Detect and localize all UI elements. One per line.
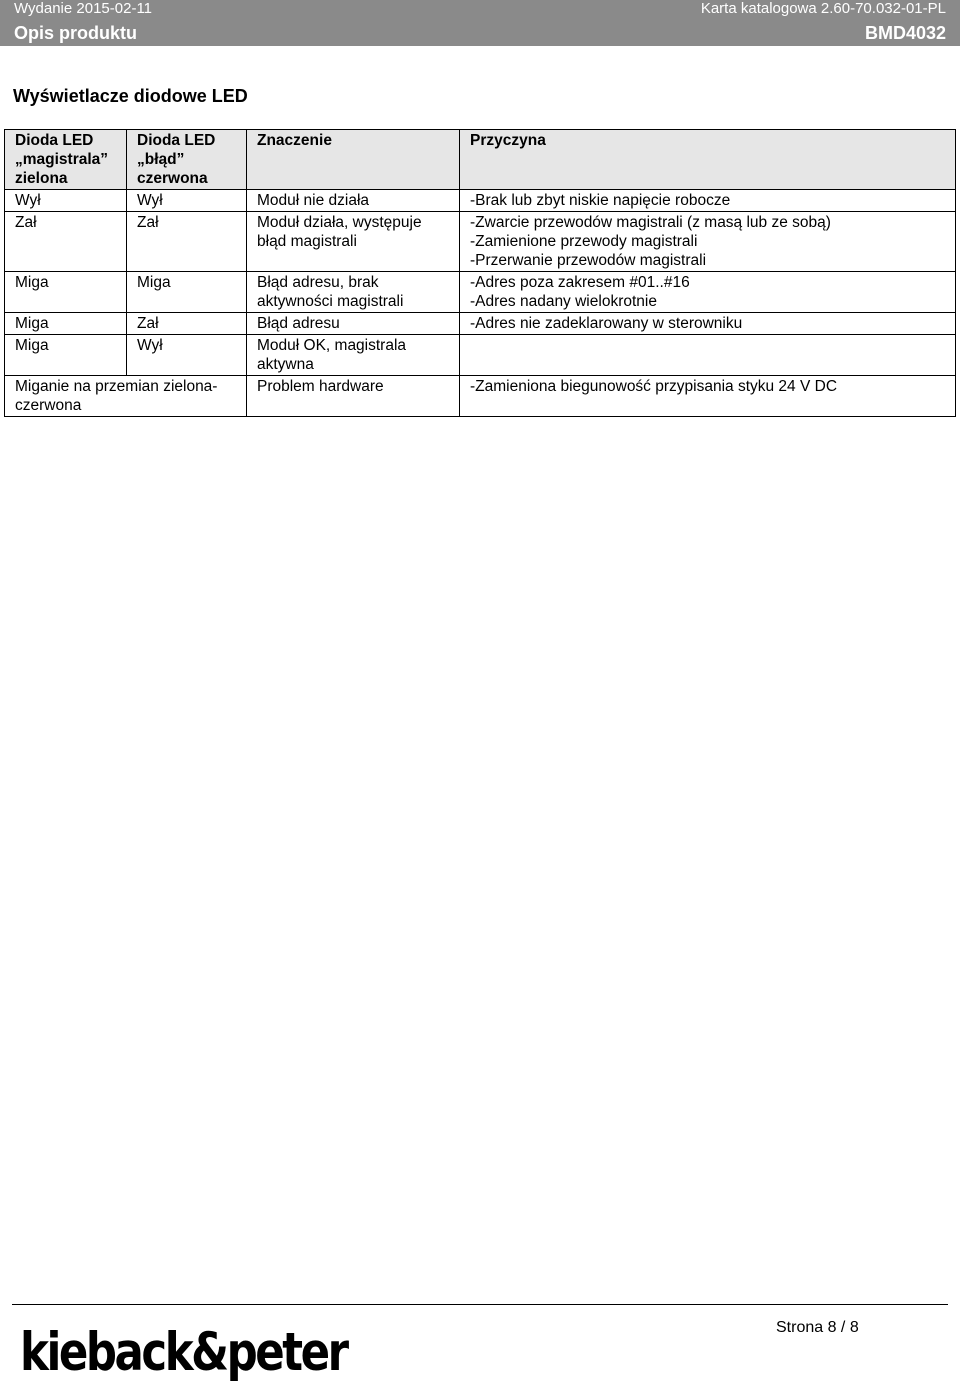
footer-divider bbox=[12, 1304, 948, 1305]
company-logo: kieback&peter bbox=[20, 1322, 347, 1383]
edition-date: Wydanie 2015-02-11 bbox=[14, 0, 153, 17]
cell-error: Wył bbox=[127, 190, 247, 212]
table-row bbox=[5, 313, 956, 335]
header-led-error: Dioda LED „błąd” czerwona bbox=[127, 130, 247, 190]
cell-error: Miga bbox=[127, 272, 247, 313]
page-number: Strona 8 / 8 bbox=[776, 1319, 859, 1336]
section-title: Wyświetlacze diodowe LED bbox=[13, 86, 248, 106]
cause-line: -Przerwanie przewodów magistrali bbox=[470, 252, 707, 269]
cell-cause: -Zamieniona biegunowość przypisania styku 24 V DC bbox=[460, 376, 956, 417]
cell-bus: Miga bbox=[5, 272, 127, 313]
header-led-bus: Dioda LED „magistrala” zielona bbox=[5, 130, 127, 190]
table-header-row bbox=[5, 130, 956, 190]
cell-meaning: Błąd adresu, brak aktywności magistrali bbox=[247, 272, 460, 313]
cell-meaning: Błąd adresu bbox=[247, 313, 460, 335]
cell-meaning: Problem hardware bbox=[247, 376, 460, 417]
cell-cause: -Adres nie zadeklarowany w sterowniku bbox=[460, 313, 956, 335]
cell-bus: Zał bbox=[5, 212, 127, 272]
page-header bbox=[0, 0, 960, 46]
cell-bus: Miga bbox=[5, 313, 127, 335]
cell-meaning: Moduł nie działa bbox=[247, 190, 460, 212]
table-row bbox=[5, 376, 956, 417]
cause-line: -Adres poza zakresem #01..#16 bbox=[470, 274, 690, 291]
cause-line: -Adres nadany wielokrotnie bbox=[470, 293, 657, 310]
led-table bbox=[4, 129, 956, 417]
cell-cause bbox=[460, 272, 956, 313]
header-cause: Przyczyna bbox=[460, 130, 956, 190]
table-row bbox=[5, 212, 956, 272]
cell-bus: Wył bbox=[5, 190, 127, 212]
cell-bus: Miga bbox=[5, 335, 127, 376]
cell-cause: -Brak lub zbyt niskie napięcie robocze bbox=[460, 190, 956, 212]
table-row bbox=[5, 272, 956, 313]
cell-cause bbox=[460, 335, 956, 376]
cell-error: Wył bbox=[127, 335, 247, 376]
cell-combined-leds: Miganie na przemian zielona-czerwona bbox=[5, 376, 247, 417]
document-title: Opis produktu bbox=[14, 23, 137, 43]
cell-cause bbox=[460, 212, 956, 272]
cause-line: -Zamienione przewody magistrali bbox=[470, 233, 698, 250]
table-row bbox=[5, 335, 956, 376]
cell-error: Zał bbox=[127, 313, 247, 335]
header-meaning: Znaczenie bbox=[247, 130, 460, 190]
catalog-sheet-number: Karta katalogowa 2.60-70.032-01-PL bbox=[700, 0, 946, 17]
cell-error: Zał bbox=[127, 212, 247, 272]
product-code: BMD4032 bbox=[864, 23, 946, 43]
cause-line: -Zwarcie przewodów magistrali (z masą lub ze sobą) bbox=[470, 214, 831, 231]
cell-meaning: Moduł OK, magistrala aktywna bbox=[247, 335, 460, 376]
table-row bbox=[5, 190, 956, 212]
cell-meaning: Moduł działa, występuje błąd magistrali bbox=[247, 212, 460, 272]
